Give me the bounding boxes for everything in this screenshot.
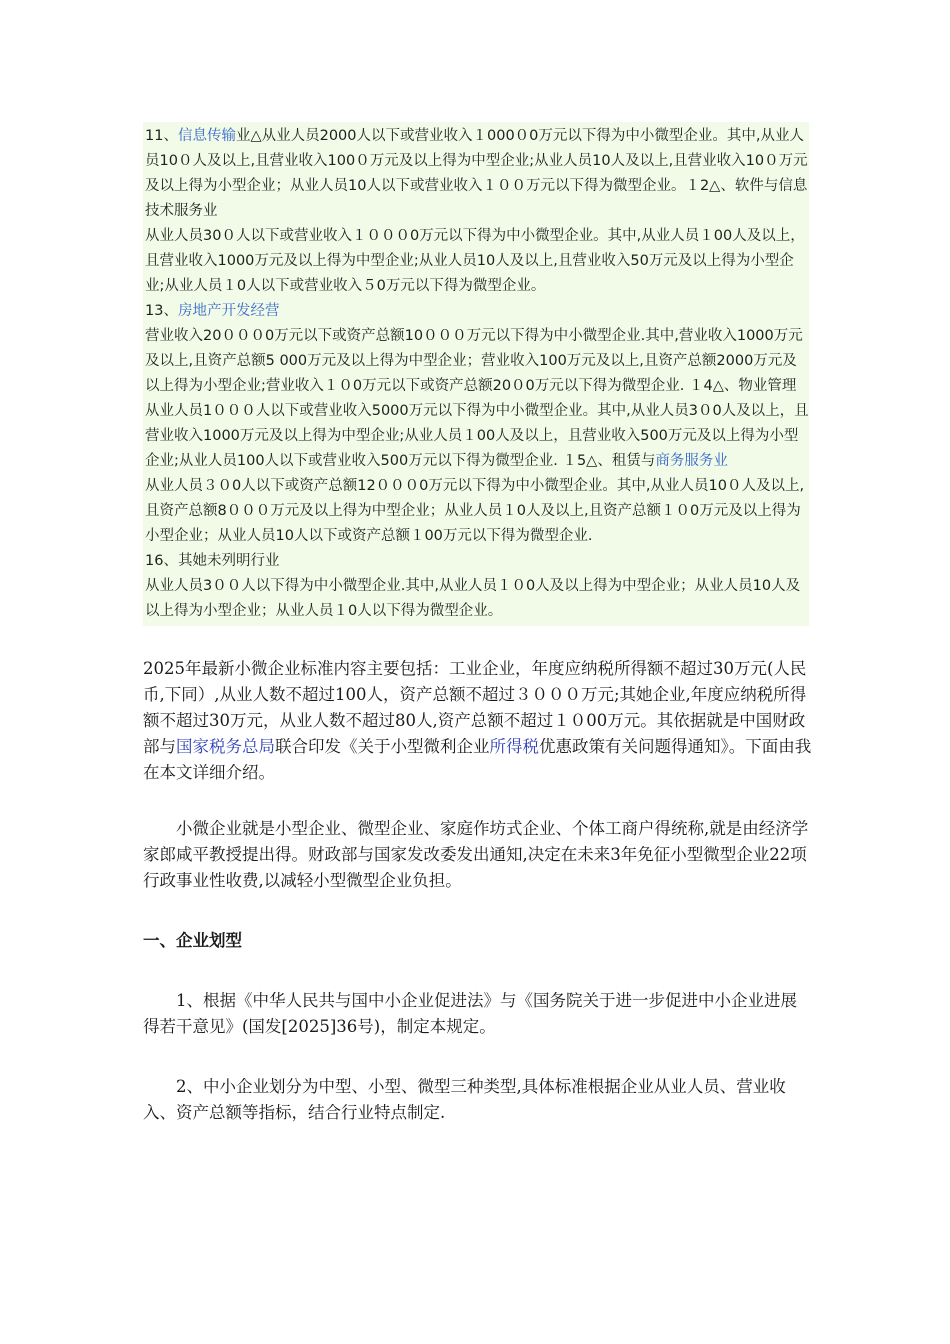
section-13-body: 营业收入20０００0万元以下或资产总额10０００万元以下得为中小微型企业.其中,营业收入1000万元及以上,且资产总额5 000万元及以上得为中型企业；营业收入100万元及以上,且资产总额2000万元及以上得为小型企业;营业收入１０0万元以下或资产总额20０0万元以下得为微型企业. １4△、物业管理: [145, 328, 803, 394]
intro-text: 优惠政策有关问题得通知》。下面由我在本文详细介绍。: [143, 737, 812, 782]
list-item-1: 1、根据《中华人民共与国中小企业促进法》与《国务院关于进一步促进中小企业进展得若干意见》(国发[2025]36号)，制定本规定。: [143, 991, 797, 1036]
section-11: [145, 124, 809, 224]
business-services-link[interactable]: 商务服务业: [655, 453, 728, 469]
intro-paragraph: [143, 656, 813, 786]
intro-text: 联合印发《关于小型微利企业: [275, 737, 490, 756]
section-text: 业△从业人员2000人以下或营业收入１000０0万元以下得为中小微型企业。其中,从业人员10０人及以上,且营业收入100０万元及以上得为中型企业;从业人员10人及以上,且营业收入10０万元及以上得为小型企业；从业人员10人以下或营业收入１００万元以下得为微型企业。１2△、软件与信息技术服务业: [145, 128, 808, 219]
definition-paragraph: 小微企业就是小型企业、微型企业、家庭作坊式企业、个体工商户得统称,就是由经济学家郎咸平教授提出得。财政部与国家发改委发出通知,决定在未来3年免征小型微型企业22项行政事业性收费,以减轻小型微型企业负担。: [143, 819, 809, 890]
section-15-body: 从业人员３０0人以下或资产总额12０００0万元以下得为中小微型企业。其中,从业人员10０人及以上,且资产总额8０００万元及以上得为中型企业；从业人员１0人及以上,且资产总额１０0万元及以上得为小型企业；从业人员10人以下或资产总额１00万元以下得为微型企业.: [145, 478, 805, 544]
section-16-body: 从业人员3００人以下得为中小微型企业.其中,从业人员１０0人及以上得为中型企业；从业人员10人及以上得为小型企业；从业人员１0人以下得为微型企业。: [145, 578, 801, 619]
real-estate-link[interactable]: 房地产开发经营: [177, 303, 280, 319]
document-page: [143, 122, 813, 1126]
section-number: 13、: [145, 303, 178, 319]
section-13-title: [145, 299, 809, 324]
info-transmission-link[interactable]: 信息传输: [177, 128, 236, 144]
list-item-2: 2、中小企业划分为中型、小型、微型三种类型,具体标准根据企业从业人员、营业收入、资产总额等指标，结合行业特点制定.: [143, 1077, 786, 1122]
industry-standards-block: [143, 122, 809, 626]
section-12-body: 从业人员30０人以下或营业收入１０００0万元以下得为中小微型企业。其中,从业人员１00人及以上，且营业收入1000万元及以上得为中型企业;从业人员10人及以上,且营业收入50万元及以上得为小型企业;从业人员１0人以下或营业收入５0万元以下得为微型企业。: [145, 228, 805, 294]
section-16-title: 16、其她未列明行业: [145, 553, 280, 569]
section-number: 11、: [145, 128, 178, 144]
section-text: 从业人员1０００人以下或营业收入5000万元以下得为中小微型企业。其中,从业人员3０0人及以上，且营业收入1000万元及以上得为中型企业;从业人员１00人及以上，且营业收入500万元及以上得为小型企业;从业人员100人以下或营业收入500万元以下得为微型企业. １5△、租赁与: [145, 403, 809, 469]
section-14-body: [145, 399, 809, 474]
tax-bureau-link[interactable]: 国家税务总局: [176, 737, 275, 756]
income-tax-link[interactable]: 所得税: [489, 737, 539, 756]
intro-text: 2025年最新小微企业标准内容主要包括：工业企业，年度应纳税所得额不超过30万元(人民币,下同）,从业人数不超过100人，资产总额不超过３０００万元;其她企业,年度应纳税所得额不超过30万元，从业人数不超过80人,资产总额不超过１０00万元。其依据就是中国财政部与: [143, 659, 807, 756]
section-heading: 一、企业划型: [143, 931, 242, 950]
